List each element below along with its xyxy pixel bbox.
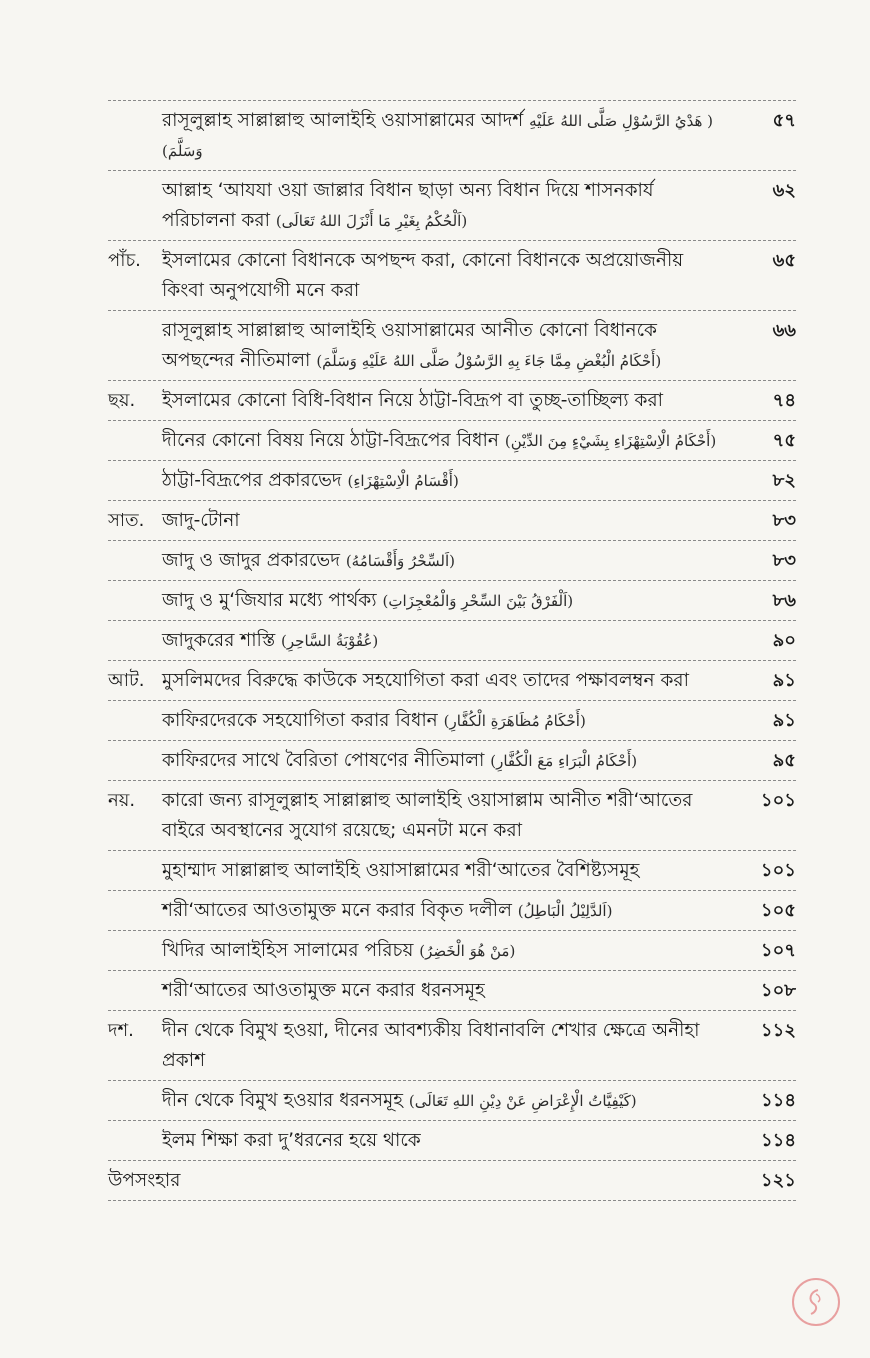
entry-arabic-title: (مَنْ هُوَ الْخَضِرُ) bbox=[419, 942, 516, 960]
page-number: ৭৫ bbox=[772, 430, 796, 451]
chapter-number: নয়. bbox=[108, 790, 136, 811]
entry-title bbox=[162, 976, 740, 1006]
entry-title-text: জাদু ও মু‘জিযার মধ্যে পার্থক্য bbox=[162, 590, 383, 611]
entry-title bbox=[162, 936, 740, 966]
page-number: ৯০ bbox=[772, 630, 796, 651]
entry-title-text: উপসংহার bbox=[108, 1170, 181, 1191]
toc-entry[interactable] bbox=[108, 170, 796, 240]
chapter-number: আট. bbox=[108, 670, 145, 691]
entry-title bbox=[162, 106, 740, 166]
toc-entry[interactable] bbox=[108, 780, 796, 850]
page-number: ৮৬ bbox=[772, 590, 796, 611]
entry-title bbox=[162, 586, 740, 616]
page-number: ৯১ bbox=[772, 670, 796, 691]
toc-entry[interactable] bbox=[108, 1010, 796, 1080]
chapter-number: সাত. bbox=[108, 510, 145, 531]
entry-title bbox=[162, 666, 740, 696]
entry-title-text: কাফিরদেরকে সহযোগিতা করার বিধান bbox=[162, 710, 444, 731]
toc-entry[interactable] bbox=[108, 420, 796, 460]
entry-title-text: কাফিরদের সাথে বৈরিতা পোষণের নীতিমালা bbox=[162, 750, 491, 771]
entry-title bbox=[162, 386, 740, 416]
toc-entry[interactable] bbox=[108, 930, 796, 970]
entry-title bbox=[162, 176, 740, 236]
page-number: ১১৪ bbox=[760, 1130, 796, 1151]
entry-title-text: ঠাট্টা-বিদ্রূপের প্রকারভেদ bbox=[162, 470, 348, 491]
toc-entry[interactable] bbox=[108, 970, 796, 1010]
entry-arabic-title: ( هَدْيُ الرَّسُوْلِ صَلَّى اللهُ عَلَيْهِ وَسَلَّمَ) bbox=[162, 112, 714, 160]
entry-title-text: দীন থেকে বিমুখ হওয়া, দীনের আবশ্যকীয় বিধানাবলি শেখার ক্ষেত্রে অনীহা প্রকাশ bbox=[162, 1020, 700, 1071]
entry-title bbox=[162, 506, 740, 536]
entry-title bbox=[162, 316, 740, 376]
entry-title-text: জাদু ও জাদুর প্রকারভেদ bbox=[162, 550, 346, 571]
page-number: ৬৫ bbox=[772, 250, 796, 271]
chapter-number: পাঁচ. bbox=[108, 250, 141, 271]
entry-arabic-title: (اَلدَّلِيْلُ الْبَاطِلُ) bbox=[517, 902, 613, 920]
entry-title bbox=[108, 1166, 740, 1196]
entry-title-text: ইসলামের কোনো বিধানকে অপছন্দ করা, কোনো বিধানকে অপ্রয়োজনীয় কিংবা অনুপযোগী মনে করা bbox=[162, 250, 684, 301]
toc-entry[interactable] bbox=[108, 380, 796, 420]
page-number: ৬২ bbox=[772, 180, 796, 201]
page-number: ৯৫ bbox=[772, 750, 796, 771]
entry-title-text: মুসলিমদের বিরুদ্ধে কাউকে সহযোগিতা করা এবং তাদের পক্ষাবলম্বন করা bbox=[162, 670, 689, 691]
toc-entry[interactable] bbox=[108, 700, 796, 740]
toc-entry[interactable] bbox=[108, 540, 796, 580]
toc-entry[interactable] bbox=[108, 740, 796, 780]
entry-arabic-title: (أَحْكَامُ الْبُغْضِ مِمَّا جَاءَ بِهِ الرَّسُوْلُ صَلَّى اللهُ عَلَيْهِ وَسَلَّمَ) bbox=[316, 352, 662, 370]
entry-title bbox=[162, 546, 740, 576]
entry-arabic-title: (أَحْكَامُ الْاِسْتِهْزَاءِ بِشَيْءٍ مِنَ الدِّيْنِ) bbox=[504, 432, 717, 450]
page-number: ১০৫ bbox=[760, 900, 796, 921]
chapter-number: দশ. bbox=[108, 1020, 134, 1041]
page-number: ১০১ bbox=[760, 860, 796, 881]
page-number: ১০৮ bbox=[760, 980, 796, 1001]
page-number: ১১২ bbox=[760, 1020, 796, 1041]
entry-title bbox=[162, 1086, 740, 1116]
entry-arabic-title: (اَلْحُكْمُ بِغَيْرِ مَا أَنْزَلَ اللهُ تَعَالَى) bbox=[275, 212, 468, 230]
entry-title-text: দীন থেকে বিমুখ হওয়ার ধরনসমূহ bbox=[162, 1090, 409, 1111]
entry-title-text: দীনের কোনো বিষয় নিয়ে ঠাট্টা-বিদ্রূপের বিধান bbox=[162, 430, 505, 451]
entry-arabic-title: (أَحْكَامُ الْبَرَاءِ مَعَ الْكُفَّارِ) bbox=[490, 752, 638, 770]
entry-title-text: জাদুকরের শাস্তি bbox=[162, 630, 282, 651]
toc-entry[interactable] bbox=[108, 500, 796, 540]
entry-title bbox=[162, 426, 740, 456]
toc-entry[interactable] bbox=[108, 850, 796, 890]
page-number: ৭৪ bbox=[772, 390, 796, 411]
entry-arabic-title: (كَيْفِيَّاتُ الْإِعْرَاضِ عَنْ دِيْنِ اللهِ تَعَالَى) bbox=[408, 1092, 637, 1110]
toc-entry[interactable] bbox=[108, 660, 796, 700]
entry-title-text: ইলম শিক্ষা করা দু’ধরনের হয়ে থাকে bbox=[162, 1130, 421, 1151]
toc-entry[interactable] bbox=[108, 460, 796, 500]
entry-arabic-title: (أَحْكَامُ مُظَاهَرَةِ الْكُفَّارِ) bbox=[443, 712, 586, 730]
page-number: ১০১ bbox=[760, 790, 796, 811]
entry-title-text: শরী‘আতের আওতামুক্ত মনে করার ধরনসমূহ bbox=[162, 980, 485, 1001]
table-of-contents bbox=[108, 100, 796, 1201]
page-number: ৬৬ bbox=[772, 320, 796, 341]
publisher-logo-icon bbox=[792, 1278, 840, 1326]
entry-arabic-title: (اَلْفَرْقُ بَيْنَ السِّحْرِ وَالْمُعْجِزَاتِ) bbox=[382, 592, 574, 610]
toc-entry[interactable] bbox=[108, 580, 796, 620]
entry-title bbox=[162, 706, 740, 736]
page-number: ৯১ bbox=[772, 710, 796, 731]
entry-title-text: মুহাম্মাদ সাল্লাল্লাহু আলাইহি ওয়াসাল্লামের শরী‘আতের বৈশিষ্ট্যসমূহ bbox=[162, 860, 640, 881]
entry-title bbox=[162, 466, 740, 496]
page-number: ৮২ bbox=[772, 470, 796, 491]
toc-entry[interactable] bbox=[108, 1120, 796, 1160]
toc-entry[interactable] bbox=[108, 620, 796, 660]
toc-entry[interactable] bbox=[108, 100, 796, 170]
page-number: ১০৭ bbox=[760, 940, 796, 961]
toc-entry[interactable] bbox=[108, 310, 796, 380]
entry-title bbox=[162, 786, 740, 846]
entry-title bbox=[162, 1016, 740, 1076]
entry-title-text: ইসলামের কোনো বিধি-বিধান নিয়ে ঠাট্টা-বিদ্রূপ বা তুচ্ছ-তাচ্ছিল্য করা bbox=[162, 390, 663, 411]
entry-title-text: কারো জন্য রাসূলুল্লাহ সাল্লাল্লাহু আলাইহি ওয়াসাল্লাম আনীত শরী‘আতের বাইরে অবস্থানের সুযোগ রয়েছে; এমনটা মনে করা bbox=[162, 790, 693, 841]
toc-entry[interactable] bbox=[108, 1080, 796, 1120]
entry-title bbox=[162, 246, 740, 306]
entry-title-text: জাদু-টোনা bbox=[162, 510, 240, 531]
toc-entry[interactable] bbox=[108, 1160, 796, 1201]
page-number: ৮৩ bbox=[772, 510, 796, 531]
toc-entry[interactable] bbox=[108, 890, 796, 930]
chapter-number: ছয়. bbox=[108, 390, 136, 411]
entry-title bbox=[162, 1126, 740, 1156]
entry-arabic-title: (عُقُوْبَةُ السَّاحِرِ) bbox=[281, 632, 379, 650]
page-number: ৫৭ bbox=[772, 110, 796, 131]
entry-title bbox=[162, 746, 740, 776]
entry-arabic-title: (اَلسِّحْرُ وَأَقْسَامُهُ) bbox=[345, 552, 455, 570]
entry-title-text: রাসূলুল্লাহ সাল্লাল্লাহু আলাইহি ওয়াসাল্লামের আনীত কোনো বিধানকে অপছন্দের নীতিমালা bbox=[162, 320, 657, 371]
entry-title-text: শরী‘আতের আওতামুক্ত মনে করার বিকৃত দলীল bbox=[162, 900, 518, 921]
entry-arabic-title: (أَقْسَامُ الْاِسْتِهْزَاءِ) bbox=[347, 472, 459, 490]
entry-title-text: আল্লাহ ‘আযযা ওয়া জাল্লার বিধান ছাড়া অন্য বিধান দিয়ে শাসনকার্য পরিচালনা করা bbox=[162, 180, 654, 231]
entry-title bbox=[162, 856, 740, 886]
entry-title-text: খিদির আলাইহিস সালামের পরিচয় bbox=[162, 940, 420, 961]
page-number: ১১৪ bbox=[760, 1090, 796, 1111]
page-number: ১২১ bbox=[760, 1170, 796, 1191]
entry-title bbox=[162, 626, 740, 656]
page-number: ৮৩ bbox=[772, 550, 796, 571]
entry-title bbox=[162, 896, 740, 926]
toc-entry[interactable] bbox=[108, 240, 796, 310]
entry-title-text: রাসূলুল্লাহ সাল্লাল্লাহু আলাইহি ওয়াসাল্লামের আদর্শ bbox=[162, 110, 530, 131]
